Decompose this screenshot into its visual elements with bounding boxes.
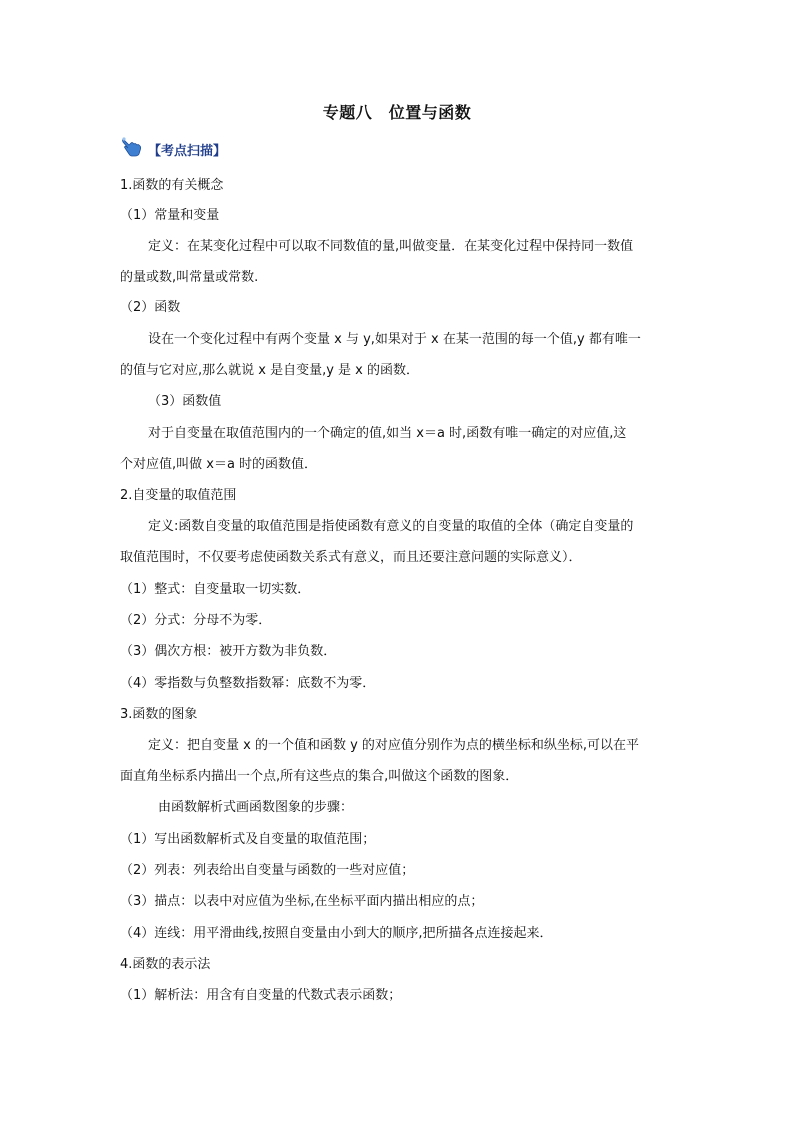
paragraph-line: 定义：在某变化过程中可以取不同数值的量,叫做变量．在某变化过程中保持同一数值 <box>148 239 634 254</box>
paragraph-line: 个对应值,叫做 x＝a 时的函数值． <box>120 457 318 472</box>
list-item: （1）解析法：用含有自变量的代数式表示函数； <box>120 988 402 1003</box>
section-label: 【考点扫描】 <box>148 143 227 159</box>
pointing-hand-icon <box>120 134 146 160</box>
heading-representation: 4.函数的表示法 <box>120 957 211 972</box>
list-item: （4）连线：用平滑曲线,按照自变量由小到大的顺序,把所描各点连接起来． <box>120 926 553 941</box>
list-item: （3）描点：以表中对应值为坐标,在坐标平面内描出相应的点； <box>120 894 484 909</box>
list-item: （3）偶次方根：被开方数为非负数． <box>120 644 337 659</box>
section-header <box>120 134 226 160</box>
list-item: （1）整式：自变量取一切实数． <box>120 582 311 597</box>
subheading-function: （2）函数 <box>120 300 181 315</box>
heading-function-graph: 3.函数的图象 <box>120 707 198 722</box>
list-item: （4）零指数与负整数指数幂：底数不为零． <box>120 676 376 691</box>
list-item: （2）分式：分母不为零． <box>120 613 272 628</box>
subheading-function-value: （3）函数值 <box>148 394 222 409</box>
heading-domain: 2.自变量的取值范围 <box>120 488 237 503</box>
paragraph-line: 对于自变量在取值范围内的一个确定的值,如当 x＝a 时,函数有唯一确定的对应值,这 <box>148 426 627 441</box>
paragraph-line: 的值与它对应,那么就说 x 是自变量,y 是 x 的函数． <box>120 363 420 378</box>
heading-function-concepts: 1.函数的有关概念 <box>120 178 224 193</box>
paragraph-line: 的量或数,叫常量或常数. <box>120 270 259 285</box>
page-title: 专题八 位置与函数 <box>322 103 472 122</box>
paragraph-line: 定义：把自变量 x 的一个值和函数 y 的对应值分别作为点的横坐标和纵坐标,可以在平 <box>148 738 640 753</box>
paragraph-line: 设在一个变化过程中有两个变量 x 与 y,如果对于 x 在某一范围的每一个值,y 都有唯一 <box>148 332 641 347</box>
paragraph-line: 由函数解析式画函数图象的步骤： <box>158 800 354 815</box>
paragraph-line: 定义:函数自变量的取值范围是指使函数有意义的自变量的取值的全体（确定自变量的 <box>148 519 634 534</box>
list-item: （2）列表：列表给出自变量与函数的一些对应值； <box>120 863 415 878</box>
paragraph-line: 面直角坐标系内描出一个点,所有这些点的集合,叫做这个函数的图象． <box>120 769 519 784</box>
paragraph-line: 取值范围时，不仅要考虑使函数关系式有意义，而且还要注意问题的实际意义）． <box>120 550 582 565</box>
subheading-constant-variable: （1）常量和变量 <box>120 208 220 223</box>
list-item: （1）写出函数解析式及自变量的取值范围； <box>120 832 376 847</box>
